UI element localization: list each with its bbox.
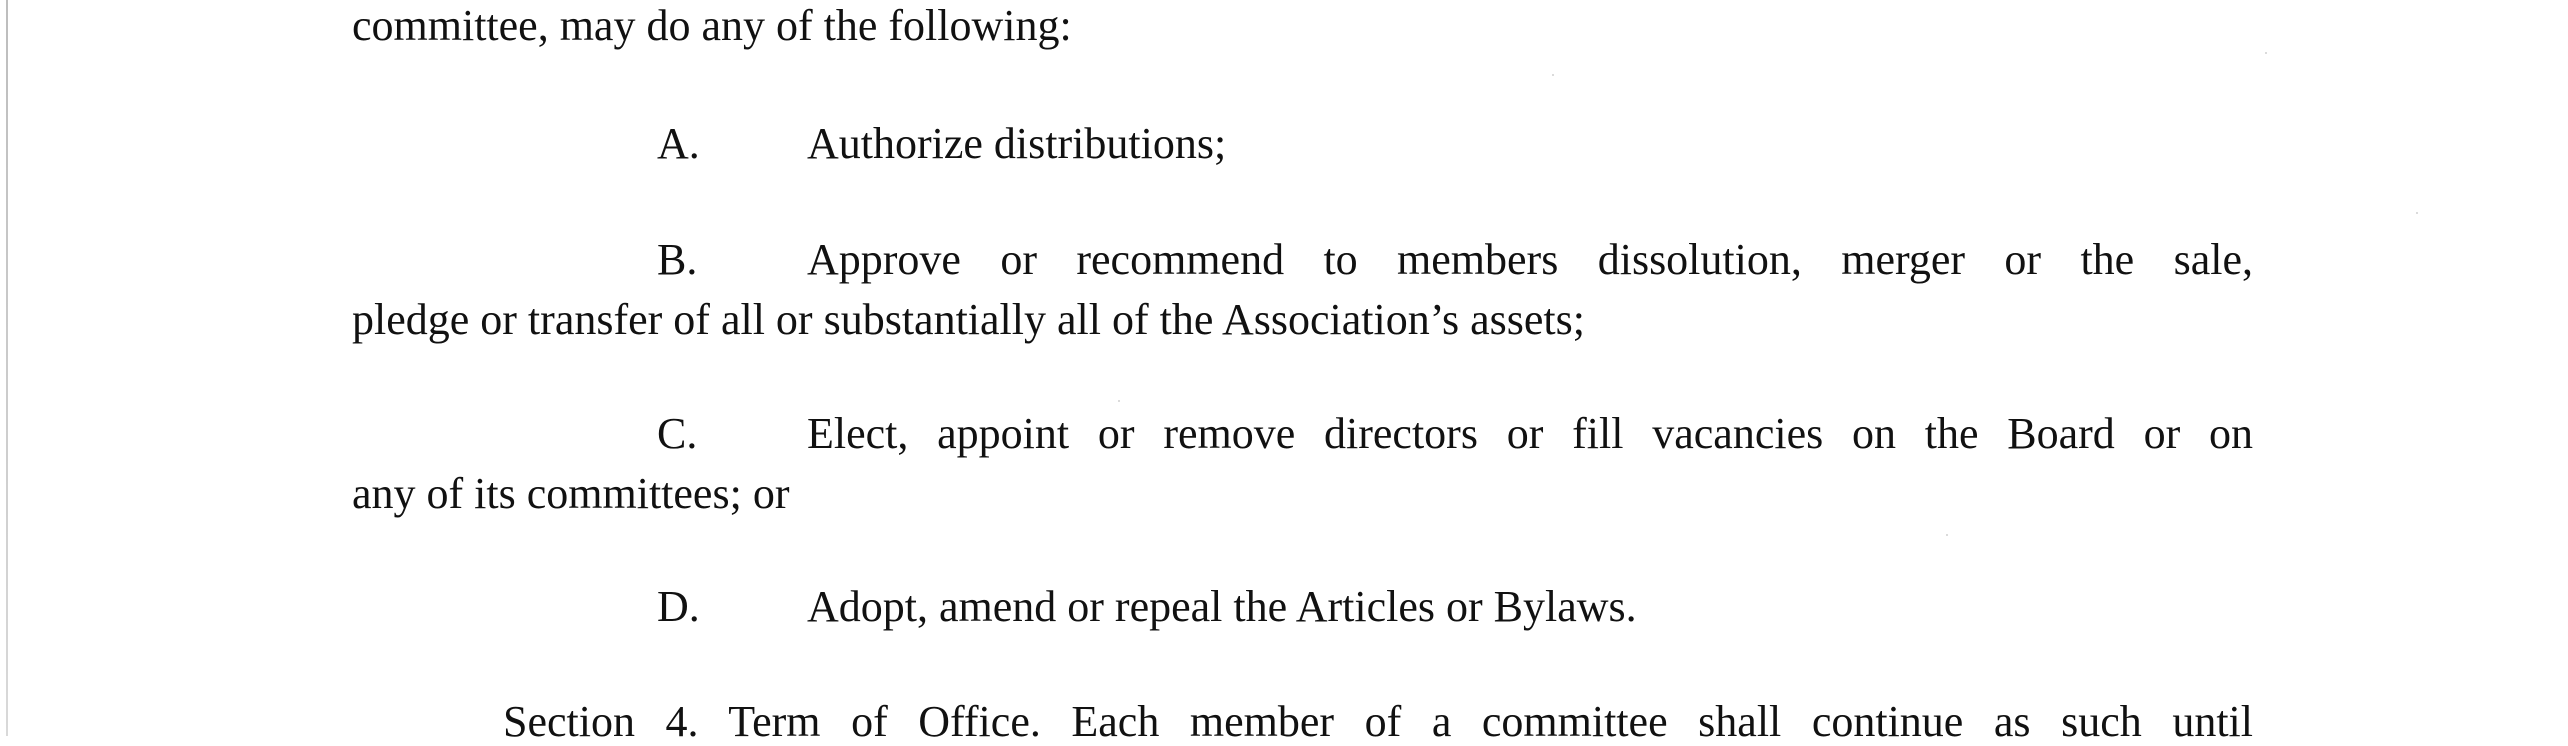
list-item-b-letter: B. — [657, 235, 698, 284]
scan-speck — [2265, 52, 2267, 54]
section-4-line: Section 4. Term of Office. Each member of a committee shall continue as such until — [503, 697, 2253, 746]
scan-speck — [1946, 534, 1948, 536]
scan-speck — [1552, 74, 1554, 76]
list-item-c-letter: C. — [657, 409, 698, 458]
list-item-a-letter: A. — [657, 119, 700, 168]
list-item-b-line-1: Approve or recommend to members dissolution, merger or the sale, — [807, 235, 2253, 284]
list-item-c-line-1: Elect, appoint or remove directors or fill vacancies on the Board or on — [807, 409, 2253, 458]
list-item-a-text: Authorize distributions; — [807, 119, 1227, 168]
list-item-b-line-2: pledge or transfer of all or substantially all of the Association’s assets; — [352, 295, 1585, 344]
list-item-d-text: Adopt, amend or repeal the Articles or Bylaws. — [807, 582, 1637, 631]
page-margin-line — [6, 0, 8, 736]
scan-speck — [1118, 400, 1120, 402]
list-item-c-line-2: any of its committees; or — [352, 469, 790, 518]
scan-speck — [2416, 212, 2418, 214]
intro-line: committee, may do any of the following: — [352, 1, 1072, 50]
list-item-d-letter: D. — [657, 582, 700, 631]
